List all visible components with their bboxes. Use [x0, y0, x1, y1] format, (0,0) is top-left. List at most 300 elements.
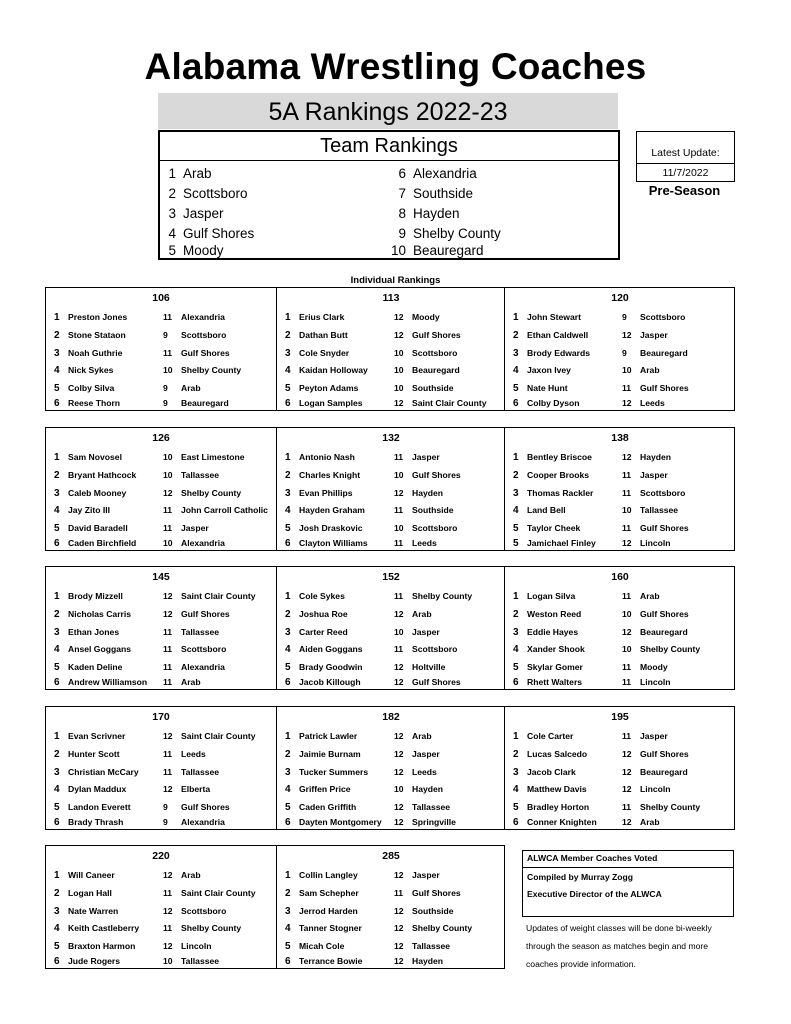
wrestler-school: Arab	[181, 677, 201, 687]
wrestler-school: Scottsboro	[181, 644, 227, 654]
wrestler-grade: 11	[163, 348, 173, 358]
wrestler-rank: 1	[285, 731, 291, 742]
wrestler-name: Jay Zito III	[68, 505, 111, 515]
wrestler-school: Beauregard	[640, 348, 688, 358]
wrestler-name: Bryant Hathcock	[68, 470, 137, 480]
wrestler-name: Rhett Walters	[527, 677, 583, 687]
wrestler-name: Caden Birchfield	[68, 538, 137, 548]
wrestler-school: Scottsboro	[640, 312, 686, 322]
compiled-by: Compiled by Murray Zogg	[527, 872, 633, 882]
wrestler-grade: 11	[622, 677, 632, 687]
wrestler-grade: 12	[394, 609, 404, 619]
wrestler-name: Caden Griffith	[299, 802, 357, 812]
wrestler-rank: 2	[54, 749, 60, 760]
wrestler-rank: 3	[513, 348, 519, 359]
team-name: Shelby County	[413, 226, 501, 241]
wrestler-grade: 11	[394, 888, 404, 898]
wrestler-grade: 10	[163, 538, 173, 548]
wrestler-grade: 10	[622, 365, 632, 375]
wrestler-name: Caleb Mooney	[68, 488, 127, 498]
wrestler-grade: 12	[163, 870, 173, 880]
wrestler-name: Conner Knighten	[527, 817, 597, 827]
wrestler-rank: 4	[513, 784, 519, 795]
team-ranking-item	[390, 186, 473, 201]
wrestler-school: Shelby County	[640, 802, 701, 812]
wrestler-school: Hayden	[412, 956, 444, 966]
wrestler-name: Jerrod Harden	[299, 906, 358, 916]
wrestler-grade: 11	[622, 731, 632, 741]
wrestler-rank: 3	[54, 627, 60, 638]
wrestler-name: Aiden Goggans	[299, 644, 363, 654]
wrestler-school: Hayden	[640, 452, 672, 462]
wrestler-name: Collin Langley	[299, 870, 358, 880]
wrestler-school: Gulf Shores	[640, 523, 689, 533]
wrestler-rank: 5	[285, 802, 291, 813]
wrestler-name: Colby Dyson	[527, 398, 580, 408]
wrestler-rank: 4	[54, 505, 60, 516]
wrestler-school: Jasper	[181, 523, 209, 533]
wrestler-rank: 2	[285, 609, 291, 620]
wrestler-grade: 11	[622, 802, 632, 812]
team-rank: 5	[168, 243, 176, 258]
wrestler-school: Jasper	[640, 330, 668, 340]
wrestler-name: Bradley Horton	[527, 802, 590, 812]
wrestler-school: Beauregard	[181, 398, 229, 408]
wrestler-school: Saint Clair County	[412, 398, 487, 408]
wrestler-name: Eddie Hayes	[527, 627, 579, 637]
wrestler-grade: 12	[394, 749, 404, 759]
wrestler-school: Jasper	[412, 870, 440, 880]
wrestler-name: Dathan Butt	[299, 330, 348, 340]
wrestler-name: Stone Stataon	[68, 330, 126, 340]
wrestler-name: Evan Phillips	[299, 488, 353, 498]
wrestler-school: Jasper	[640, 731, 668, 741]
team-rank: 1	[168, 166, 176, 181]
wrestler-grade: 12	[394, 956, 404, 966]
wrestler-name: Nicholas Carris	[68, 609, 132, 619]
wrestler-grade: 11	[622, 383, 632, 393]
wrestler-school: Beauregard	[412, 365, 460, 375]
team-name: Beauregard	[413, 243, 484, 258]
wrestler-grade: 11	[622, 591, 632, 601]
wrestler-rank: 4	[513, 505, 519, 516]
wrestler-name: Griffen Price	[299, 784, 351, 794]
wrestler-name: Christian McCary	[68, 767, 139, 777]
wrestler-school: Shelby County	[640, 644, 701, 654]
wrestler-name: Clayton Williams	[299, 538, 368, 548]
page-title: Alabama Wrestling Coaches	[144, 46, 647, 87]
wrestler-school: Gulf Shores	[412, 677, 461, 687]
wrestler-rank: 2	[54, 888, 60, 899]
wrestler-rank: 4	[285, 784, 291, 795]
wrestler-rank: 5	[285, 941, 291, 952]
wrestler-rank: 3	[285, 488, 291, 499]
wrestler-name: Braxton Harmon	[68, 941, 136, 951]
wrestler-grade: 12	[622, 627, 632, 637]
wrestler-rank: 5	[54, 383, 60, 394]
team-rank: 10	[390, 243, 406, 258]
wrestler-rank: 6	[285, 398, 291, 409]
wrestler-school: Lincoln	[640, 538, 671, 548]
wrestler-grade: 10	[394, 365, 404, 375]
wrestler-grade: 11	[622, 523, 632, 533]
wrestler-rank: 5	[513, 802, 519, 813]
wrestler-grade: 11	[394, 505, 404, 515]
wrestler-grade: 9	[163, 383, 168, 393]
wrestler-grade: 12	[394, 870, 404, 880]
wrestler-school: Leeds	[181, 749, 206, 759]
wrestler-rank: 1	[54, 731, 60, 742]
weight-class-label: 152	[382, 571, 400, 583]
team-ranking-item	[168, 243, 224, 258]
wrestler-rank: 6	[513, 817, 519, 828]
wrestler-school: Arab	[412, 609, 432, 619]
wrestler-school: Scottsboro	[412, 348, 458, 358]
wrestler-school: Arab	[640, 591, 660, 601]
wrestler-grade: 10	[163, 956, 173, 966]
wrestler-grade: 11	[163, 767, 173, 777]
wrestler-name: Cole Sykes	[299, 591, 345, 601]
wrestler-school: Shelby County	[181, 488, 242, 498]
team-ranking-item	[168, 226, 254, 241]
wrestler-grade: 9	[163, 398, 168, 408]
wrestler-grade: 12	[622, 538, 632, 548]
wrestler-name: Erius Clark	[299, 312, 345, 322]
wrestler-school: Alexandria	[181, 538, 225, 548]
wrestler-school: Gulf Shores	[181, 802, 230, 812]
director-title: Executive Director of the ALWCA	[527, 889, 662, 899]
wrestler-grade: 11	[163, 677, 173, 687]
wrestler-school: Shelby County	[412, 591, 473, 601]
wrestler-rank: 3	[285, 767, 291, 778]
wrestler-rank: 2	[54, 609, 60, 620]
wrestler-name: Land Bell	[527, 505, 566, 515]
team-rank: 7	[398, 186, 406, 201]
individual-rankings-heading: Individual Rankings	[350, 275, 441, 286]
wrestler-rank: 6	[54, 398, 60, 409]
wrestler-school: Tallassee	[640, 505, 679, 515]
wrestler-grade: 10	[394, 470, 404, 480]
wrestler-grade: 10	[163, 452, 173, 462]
wrestler-name: Will Caneer	[68, 870, 115, 880]
wrestler-name: Taylor Cheek	[527, 523, 581, 533]
wrestler-name: Cole Snyder	[299, 348, 350, 358]
wrestler-rank: 3	[54, 767, 60, 778]
wrestler-rank: 3	[513, 488, 519, 499]
team-name: Alexandria	[413, 166, 477, 181]
wrestler-grade: 10	[394, 348, 404, 358]
wrestler-school: Arab	[640, 365, 660, 375]
wrestler-rank: 2	[285, 470, 291, 481]
wrestler-name: Noah Guthrie	[68, 348, 123, 358]
wrestler-school: Lincoln	[640, 784, 671, 794]
wrestler-name: Josh Draskovic	[299, 523, 363, 533]
wrestler-name: David Baradell	[68, 523, 128, 533]
wrestler-school: Saint Clair County	[181, 731, 256, 741]
wrestler-grade: 11	[394, 644, 404, 654]
wrestler-grade: 12	[394, 906, 404, 916]
wrestler-rank: 2	[285, 749, 291, 760]
weight-class-label: 285	[382, 850, 400, 862]
wrestler-rank: 6	[285, 538, 291, 549]
wrestler-grade: 12	[622, 767, 632, 777]
wrestler-grade: 10	[394, 523, 404, 533]
wrestler-school: Scottsboro	[412, 523, 458, 533]
wrestler-grade: 11	[622, 662, 632, 672]
weight-class-120	[504, 288, 735, 410]
wrestler-school: Shelby County	[412, 923, 473, 933]
wrestler-grade: 12	[622, 452, 632, 462]
wrestler-name: Weston Reed	[527, 609, 582, 619]
wrestler-rank: 5	[54, 802, 60, 813]
wrestler-school: Arab	[412, 731, 432, 741]
team-rank: 4	[168, 226, 176, 241]
wrestler-school: Leeds	[640, 398, 665, 408]
wrestler-school: Shelby County	[181, 365, 242, 375]
team-rank: 6	[398, 166, 406, 181]
wrestler-rank: 4	[285, 923, 291, 934]
wrestler-rank: 6	[54, 817, 60, 828]
wrestler-grade: 12	[394, 817, 404, 827]
weight-class-block	[45, 427, 735, 551]
team-name: Arab	[183, 166, 212, 181]
weight-class-label: 126	[152, 432, 170, 444]
wrestler-rank: 1	[285, 870, 291, 881]
wrestler-name: Jaimie Burnam	[299, 749, 361, 759]
wrestler-name: Charles Knight	[299, 470, 361, 480]
wrestler-school: Beauregard	[640, 767, 688, 777]
team-name: Hayden	[413, 206, 460, 221]
wrestler-name: Dayten Montgomery	[299, 817, 382, 827]
wrestler-rank: 4	[54, 365, 60, 376]
wrestler-school: Arab	[640, 817, 660, 827]
wrestler-grade: 12	[394, 677, 404, 687]
wrestler-school: Gulf Shores	[640, 383, 689, 393]
wrestler-rank: 4	[513, 365, 519, 376]
wrestler-name: Skylar Gomer	[527, 662, 583, 672]
wrestler-grade: 12	[394, 941, 404, 951]
wrestler-name: Ethan Jones	[68, 627, 120, 637]
wrestler-name: Logan Silva	[527, 591, 576, 601]
wrestler-rank: 2	[54, 330, 60, 341]
weight-class-152	[276, 567, 505, 689]
weight-class-label: 195	[611, 711, 629, 723]
wrestler-rank: 5	[54, 662, 60, 673]
wrestler-rank: 5	[513, 383, 519, 394]
wrestler-school: East Limestone	[181, 452, 245, 462]
wrestler-name: Peyton Adams	[299, 383, 359, 393]
team-name: Southside	[413, 186, 474, 201]
wrestler-name: Sam Novosel	[68, 452, 122, 462]
wrestler-school: Gulf Shores	[412, 470, 461, 480]
wrestler-name: Jude Rogers	[68, 956, 121, 966]
voted-note: ALWCA Member Coaches Voted	[527, 853, 658, 863]
wrestler-grade: 12	[622, 398, 632, 408]
wrestler-grade: 12	[394, 731, 404, 741]
wrestler-grade: 10	[622, 505, 632, 515]
latest-update-box	[636, 131, 735, 182]
weight-class-label: 113	[382, 292, 400, 304]
wrestler-grade: 12	[394, 923, 404, 933]
wrestler-name: Matthew Davis	[527, 784, 587, 794]
wrestler-rank: 5	[513, 523, 519, 534]
wrestler-rank: 5	[54, 523, 60, 534]
wrestler-rank: 2	[513, 470, 519, 481]
wrestler-rank: 5	[285, 662, 291, 673]
wrestler-school: Scottsboro	[181, 330, 227, 340]
wrestler-rank: 3	[285, 627, 291, 638]
wrestler-grade: 9	[622, 348, 627, 358]
wrestler-grade: 11	[163, 312, 173, 322]
wrestler-school: Tallassee	[181, 627, 220, 637]
wrestler-grade: 12	[394, 802, 404, 812]
wrestler-name: Kaidan Holloway	[299, 365, 368, 375]
wrestler-school: Alexandria	[181, 817, 225, 827]
wrestler-rank: 1	[54, 312, 60, 323]
team-ranking-item	[168, 186, 248, 201]
update-note-line: Updates of weight classes will be done bi-weekly	[526, 923, 712, 933]
wrestler-grade: 12	[622, 817, 632, 827]
wrestler-name: Reese Thorn	[68, 398, 121, 408]
wrestler-school: Tallassee	[412, 802, 451, 812]
wrestler-school: Moody	[412, 312, 440, 322]
wrestler-school: Gulf Shores	[181, 609, 230, 619]
wrestler-rank: 1	[54, 452, 60, 463]
team-name: Scottsboro	[183, 186, 248, 201]
wrestler-school: Hayden	[412, 784, 444, 794]
weight-class-label: 145	[152, 571, 170, 583]
wrestler-name: Kaden Deline	[68, 662, 123, 672]
wrestler-name: Keith Castleberry	[68, 923, 140, 933]
wrestler-rank: 1	[513, 591, 519, 602]
wrestler-name: Brady Thrash	[68, 817, 124, 827]
wrestler-grade: 12	[163, 591, 173, 601]
wrestler-school: Leeds	[412, 538, 437, 548]
wrestler-school: Saint Clair County	[181, 888, 256, 898]
weight-class-block	[45, 845, 505, 969]
team-ranking-item	[390, 206, 460, 221]
wrestler-grade: 12	[163, 609, 173, 619]
team-ranking-item	[390, 226, 501, 241]
weight-class-label: 106	[152, 292, 170, 304]
wrestler-school: Gulf Shores	[640, 609, 689, 619]
wrestler-school: Holtville	[412, 662, 446, 672]
wrestler-name: Micah Cole	[299, 941, 345, 951]
wrestler-school: Jasper	[412, 452, 440, 462]
wrestler-grade: 11	[622, 470, 632, 480]
wrestler-rank: 5	[285, 523, 291, 534]
wrestler-grade: 12	[394, 330, 404, 340]
team-ranking-item	[168, 206, 224, 221]
wrestler-rank: 5	[285, 383, 291, 394]
weight-class-195	[504, 707, 735, 829]
wrestler-grade: 10	[394, 784, 404, 794]
weight-class-106	[46, 288, 276, 410]
wrestler-name: Brody Edwards	[527, 348, 591, 358]
team-rank: 2	[168, 186, 176, 201]
weight-class-220	[46, 846, 276, 968]
wrestler-grade: 11	[622, 488, 632, 498]
wrestler-school: Hayden	[412, 488, 444, 498]
team-ranking-item	[390, 166, 477, 181]
wrestler-school: Arab	[181, 383, 201, 393]
wrestler-rank: 1	[513, 731, 519, 742]
wrestler-rank: 6	[513, 398, 519, 409]
wrestler-school: Alexandria	[181, 312, 225, 322]
wrestler-rank: 5	[513, 662, 519, 673]
wrestler-name: Carter Reed	[299, 627, 348, 637]
wrestler-school: Saint Clair County	[181, 591, 256, 601]
wrestler-grade: 11	[394, 591, 404, 601]
wrestler-grade: 12	[163, 906, 173, 916]
wrestler-rank: 3	[513, 627, 519, 638]
wrestler-grade: 9	[163, 817, 168, 827]
wrestler-name: Ethan Caldwell	[527, 330, 589, 340]
wrestler-school: Elberta	[181, 784, 211, 794]
wrestler-rank: 4	[285, 365, 291, 376]
wrestler-rank: 6	[285, 817, 291, 828]
wrestler-grade: 12	[394, 662, 404, 672]
wrestler-name: Nate Hunt	[527, 383, 568, 393]
wrestler-rank: 3	[54, 906, 60, 917]
wrestler-rank: 6	[285, 956, 291, 967]
update-note-line: through the season as matches begin and more	[526, 941, 709, 951]
wrestler-name: Nate Warren	[68, 906, 119, 916]
wrestler-school: Scottsboro	[181, 906, 227, 916]
team-ranking-item	[390, 243, 484, 258]
weight-class-160	[504, 567, 735, 689]
weight-class-label: 170	[152, 711, 170, 723]
wrestler-grade: 12	[163, 941, 173, 951]
wrestler-rank: 2	[513, 749, 519, 760]
wrestler-school: Arab	[181, 870, 201, 880]
wrestler-grade: 11	[163, 662, 173, 672]
wrestler-school: Lincoln	[640, 677, 671, 687]
weight-class-170	[46, 707, 276, 829]
wrestler-name: Jacob Clark	[527, 767, 576, 777]
wrestler-rank: 1	[54, 591, 60, 602]
wrestler-grade: 10	[163, 365, 173, 375]
wrestler-rank: 1	[285, 452, 291, 463]
wrestler-name: Nick Sykes	[68, 365, 114, 375]
wrestler-rank: 5	[513, 538, 519, 549]
wrestler-rank: 2	[54, 470, 60, 481]
wrestler-grade: 10	[622, 644, 632, 654]
weight-class-block	[45, 566, 735, 690]
wrestler-rank: 4	[513, 644, 519, 655]
wrestler-grade: 9	[163, 330, 168, 340]
wrestler-grade: 11	[163, 627, 173, 637]
wrestler-grade: 11	[394, 452, 404, 462]
wrestler-school: Springville	[412, 817, 456, 827]
wrestler-school: Southside	[412, 383, 454, 393]
wrestler-school: Gulf Shores	[181, 348, 230, 358]
weight-class-145	[46, 567, 276, 689]
wrestler-rank: 3	[54, 348, 60, 359]
wrestler-school: Leeds	[412, 767, 437, 777]
wrestler-rank: 6	[54, 677, 60, 688]
wrestler-school: John Carroll Catholic	[181, 505, 268, 515]
wrestler-grade: 12	[394, 767, 404, 777]
wrestler-rank: 4	[285, 505, 291, 516]
latest-update-date: 11/7/2022	[662, 167, 709, 179]
weight-class-label: 132	[382, 432, 400, 444]
team-rank: 8	[398, 206, 406, 221]
wrestler-grade: 11	[163, 505, 173, 515]
wrestler-rank: 1	[513, 312, 519, 323]
wrestler-name: Thomas Rackler	[527, 488, 594, 498]
wrestler-grade: 12	[622, 330, 632, 340]
